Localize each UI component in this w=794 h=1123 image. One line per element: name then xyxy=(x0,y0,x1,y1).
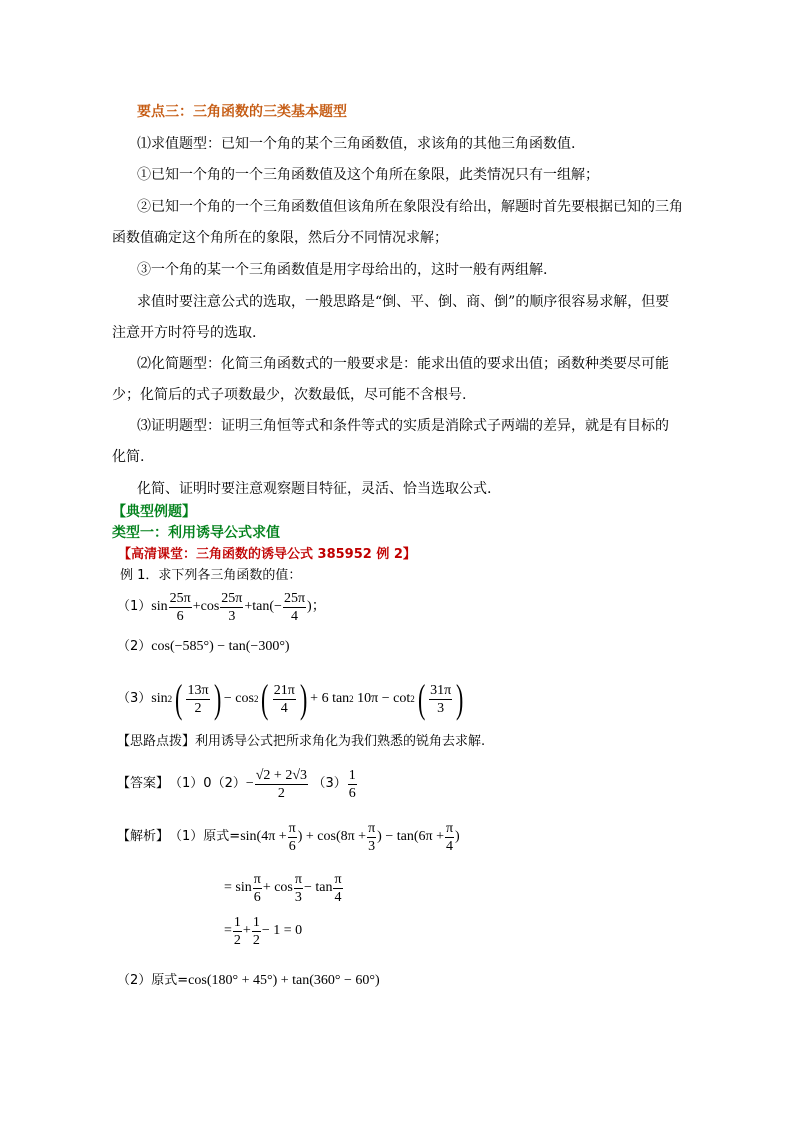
paragraph-case-2-cont: 函数值确定这个角所在的象限，然后分不同情况求解； xyxy=(112,230,448,246)
q3-tan: + 6 tan xyxy=(310,691,350,706)
sol2-frac-a-den: 6 xyxy=(253,889,261,905)
q3-frac2-den: 4 xyxy=(280,700,288,716)
sol3-end: − 1 = 0 xyxy=(261,923,303,938)
question-3-label: （3） xyxy=(117,691,152,706)
solution-1-label: （1）原式= xyxy=(169,829,241,844)
q3-cot-sup: 2 xyxy=(410,694,415,704)
q3-tan-sup: 2 xyxy=(349,694,354,704)
type1-heading: 类型一：利用诱导公式求值 xyxy=(112,525,280,541)
q3-cot: 10π − cot xyxy=(357,691,411,706)
sol1-b: ) + cos(8π + xyxy=(297,829,367,844)
sol1-a: sin(4π + xyxy=(240,829,287,844)
sol2-frac-c-num: π xyxy=(334,871,342,887)
sol1-c: ) − tan(6π + xyxy=(377,829,444,844)
hint-text: 利用诱导公式把所求角化为我们熟悉的锐角去求解. xyxy=(195,734,486,749)
paragraph-case-1: ①已知一个角的一个三角函数值及这个角所在象限，此类情况只有一组解； xyxy=(137,167,599,183)
sol2-frac-b-num: π xyxy=(294,871,302,887)
paragraph-note: 求值时要注意公式的选取，一般思路是“倒、平、倒、商、倒”的顺序很容易求解，但要 xyxy=(137,294,670,310)
paragraph-simplify-cont: 少；化简后的式子项数最少，次数最低，尽可能不含根号. xyxy=(112,387,467,403)
q1-frac2-den: 3 xyxy=(228,608,236,624)
answer-3-frac xyxy=(348,767,357,802)
q1-term2: cos xyxy=(200,599,220,614)
question-2-label: （2） xyxy=(117,639,152,654)
question-1 xyxy=(117,587,326,627)
paragraph-value-problems: ⑴求值题型：已知一个角的某个三角函数值，求该角的其他三角函数值. xyxy=(137,136,576,152)
sol4-expr: cos(180° + 45°) + tan(360° − 60°) xyxy=(188,973,380,988)
q1-frac2 xyxy=(220,590,243,625)
q1-frac1-num: 25π xyxy=(169,590,191,606)
q3-frac1 xyxy=(186,682,209,717)
hint xyxy=(117,733,485,751)
sol3-frac-a-den: 2 xyxy=(233,932,241,948)
sol2-eq: = sin xyxy=(224,880,252,895)
q1-term3: tan(− xyxy=(252,599,282,614)
q1-end: ； xyxy=(311,599,326,614)
answer-3-den: 6 xyxy=(348,785,356,801)
sol1-frac-a-num: π xyxy=(288,820,296,836)
q1-frac3-num: 25π xyxy=(283,590,306,606)
sol1-end: ) xyxy=(455,829,460,844)
solution-line-3 xyxy=(224,911,302,951)
q3-sin: sin xyxy=(151,691,168,706)
sol1-frac-c-num: π xyxy=(445,820,454,836)
sol3-frac-a-num: 1 xyxy=(233,914,241,930)
solution-label: 【解析】 xyxy=(117,829,170,844)
question-2-expr: cos(−585°) − tan(−300°) xyxy=(151,639,290,654)
paragraph-case-2: ②已知一个角的一个三角函数值但该角所在象限没有给出，解题时首先要根据已知的三角 xyxy=(137,199,683,215)
solution-line-2 xyxy=(224,868,344,908)
answer-3-label: （3） xyxy=(312,776,347,791)
sol2-c: − tan xyxy=(303,880,333,895)
q3-paren-close-2: ) xyxy=(299,676,308,721)
sol1-frac-b-num: π xyxy=(368,820,376,836)
q3-cos-sup: 2 xyxy=(253,694,259,704)
paragraph-proof-cont: 化简. xyxy=(112,449,145,465)
q3-frac3-num: 31π xyxy=(430,682,452,698)
examples-heading: 【典型例题】 xyxy=(112,504,196,520)
question-1-label: （1） xyxy=(117,599,152,614)
q3-op1: − xyxy=(223,691,232,706)
paragraph-simplify: ⑵化简题型：化简三角函数式的一般要求是：能求出值的要求出值；函数种类要尽可能 xyxy=(137,356,669,372)
answer-label: 【答案】 xyxy=(117,776,170,791)
q3-paren-close-3: ) xyxy=(456,676,464,721)
q1-term3-close: ) xyxy=(307,599,312,614)
sol3-frac-b-den: 2 xyxy=(252,932,260,948)
answer-3-num: 1 xyxy=(348,767,356,783)
q1-term1: sin xyxy=(151,599,168,614)
answer-1: （1）0 xyxy=(169,776,212,791)
answer-2-num: √2 + 2√3 xyxy=(255,767,308,783)
solution-line-1 xyxy=(117,815,460,859)
sol1-frac-a xyxy=(288,820,297,855)
sol3-frac-a xyxy=(233,914,242,949)
sol2-frac-c-den: 4 xyxy=(334,889,342,905)
q3-frac3 xyxy=(429,682,452,717)
q1-frac3-den: 4 xyxy=(290,608,298,624)
sol2-b: + cos xyxy=(262,880,293,895)
q3-paren-open-2: ( xyxy=(261,676,269,721)
q1-frac2-num: 25π xyxy=(221,590,243,606)
question-2 xyxy=(117,638,290,656)
q3-frac1-den: 2 xyxy=(194,700,202,716)
q3-cos: cos xyxy=(235,691,254,706)
q3-frac2 xyxy=(273,682,296,717)
sol3-frac-b-num: 1 xyxy=(252,914,260,930)
q1-frac1-den: 6 xyxy=(176,608,184,624)
paragraph-proof: ⑶证明题型：证明三角恒等式和条件等式的实质是消除式子两端的差异，就是有目标的 xyxy=(137,418,669,434)
solution-line-4 xyxy=(117,972,380,990)
q1-frac1 xyxy=(169,590,192,625)
q3-paren-open-1: ( xyxy=(175,676,183,721)
sol2-frac-a xyxy=(253,871,262,906)
q3-paren-open-3: ( xyxy=(417,676,426,721)
section-title: 要点三：三角函数的三类基本题型 xyxy=(137,104,347,120)
answer-2-den: 2 xyxy=(277,785,285,801)
hint-label: 【思路点拨】 xyxy=(117,734,196,749)
q3-sin-sup: 2 xyxy=(167,694,173,704)
sol1-frac-b xyxy=(367,820,376,855)
q1-op2: + xyxy=(244,599,253,614)
sol3-frac-b xyxy=(252,914,261,949)
answer xyxy=(117,762,358,806)
sol1-frac-a-den: 6 xyxy=(288,838,296,854)
q1-op1: + xyxy=(192,599,201,614)
classroom-label: 【高清课堂：三角函数的诱导公式 385952 例 2】 xyxy=(118,547,416,562)
q3-paren-close-1: ) xyxy=(213,676,221,721)
sol2-frac-c xyxy=(333,871,342,906)
sol3-plus: + xyxy=(242,923,251,938)
sol3-eq: = xyxy=(224,923,232,938)
question-3 xyxy=(117,676,466,722)
paragraph-tip: 化简、证明时要注意观察题目特征，灵活、恰当选取公式. xyxy=(137,481,492,497)
sol2-frac-a-num: π xyxy=(253,871,261,887)
example1-intro: 例 1．求下列各三角函数的值： xyxy=(120,568,302,583)
q3-frac3-den: 3 xyxy=(437,700,445,716)
sol1-frac-b-den: 3 xyxy=(368,838,376,854)
q3-frac2-num: 21π xyxy=(273,682,295,698)
paragraph-case-3: ③一个角的某一个三角函数值是用字母给出的，这时一般有两组解. xyxy=(137,262,548,278)
sol2-frac-b xyxy=(294,871,303,906)
q1-frac3 xyxy=(283,590,306,625)
sol1-frac-c-den: 4 xyxy=(446,838,453,854)
answer-2-label: （2） xyxy=(211,776,246,791)
paragraph-note-cont: 注意开方时符号的选取. xyxy=(112,325,257,341)
sol1-frac-c xyxy=(445,820,454,855)
answer-2-sign: − xyxy=(245,776,254,791)
answer-2-frac xyxy=(255,767,308,802)
sol2-frac-b-den: 3 xyxy=(294,889,302,905)
solution-2-label: （2）原式= xyxy=(117,973,189,988)
q3-frac1-num: 13π xyxy=(187,682,209,698)
